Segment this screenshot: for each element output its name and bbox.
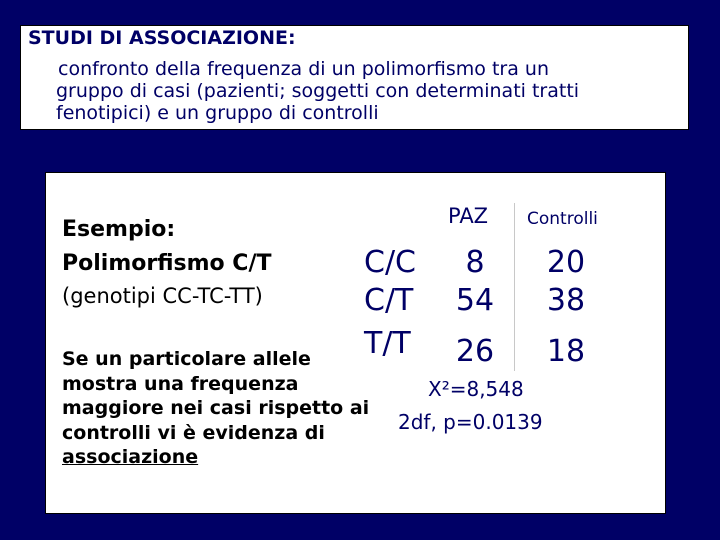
cell-paz-ct: 54 xyxy=(455,283,495,318)
header-box xyxy=(20,25,689,130)
genotype-tt: T/T xyxy=(364,326,411,361)
cell-controlli-ct: 38 xyxy=(546,283,586,318)
genotypes-label: (genotipi CC-TC-TT) xyxy=(62,284,263,308)
cell-paz-cc: 8 xyxy=(465,245,485,280)
association-explanation xyxy=(62,347,372,470)
polymorphism-label: Polimorfismo C/T xyxy=(62,251,272,276)
association-keyword: associazione xyxy=(62,446,199,469)
genotype-ct: C/T xyxy=(364,283,414,318)
column-header-controlli: Controlli xyxy=(527,209,598,229)
slide-title: STUDI DI ASSOCIAZIONE: xyxy=(28,27,296,49)
header-text-line-3: fenotipici) e un gruppo di controlli xyxy=(56,102,379,124)
association-text: Se un particolare allele mostra una frequenza maggiore nei casi rispetto ai controlli vi è evidenza di xyxy=(62,348,370,444)
cell-paz-tt: 26 xyxy=(455,334,495,369)
cell-controlli-tt: 18 xyxy=(546,334,586,369)
column-divider xyxy=(514,203,515,371)
example-box xyxy=(45,172,666,514)
df-p-value: 2df, p=0.0139 xyxy=(398,410,543,434)
genotype-cc: C/C xyxy=(364,245,417,280)
chi-square-value: X²=8,548 xyxy=(428,377,524,401)
cell-controlli-cc: 20 xyxy=(546,245,586,280)
example-title: Esempio: xyxy=(62,217,176,242)
header-text-line-1: confronto della frequenza di un polimorfismo tra un xyxy=(58,58,549,80)
header-text-line-2: gruppo di casi (pazienti; soggetti con determinati tratti xyxy=(56,80,580,102)
column-header-paz: PAZ xyxy=(448,204,489,228)
